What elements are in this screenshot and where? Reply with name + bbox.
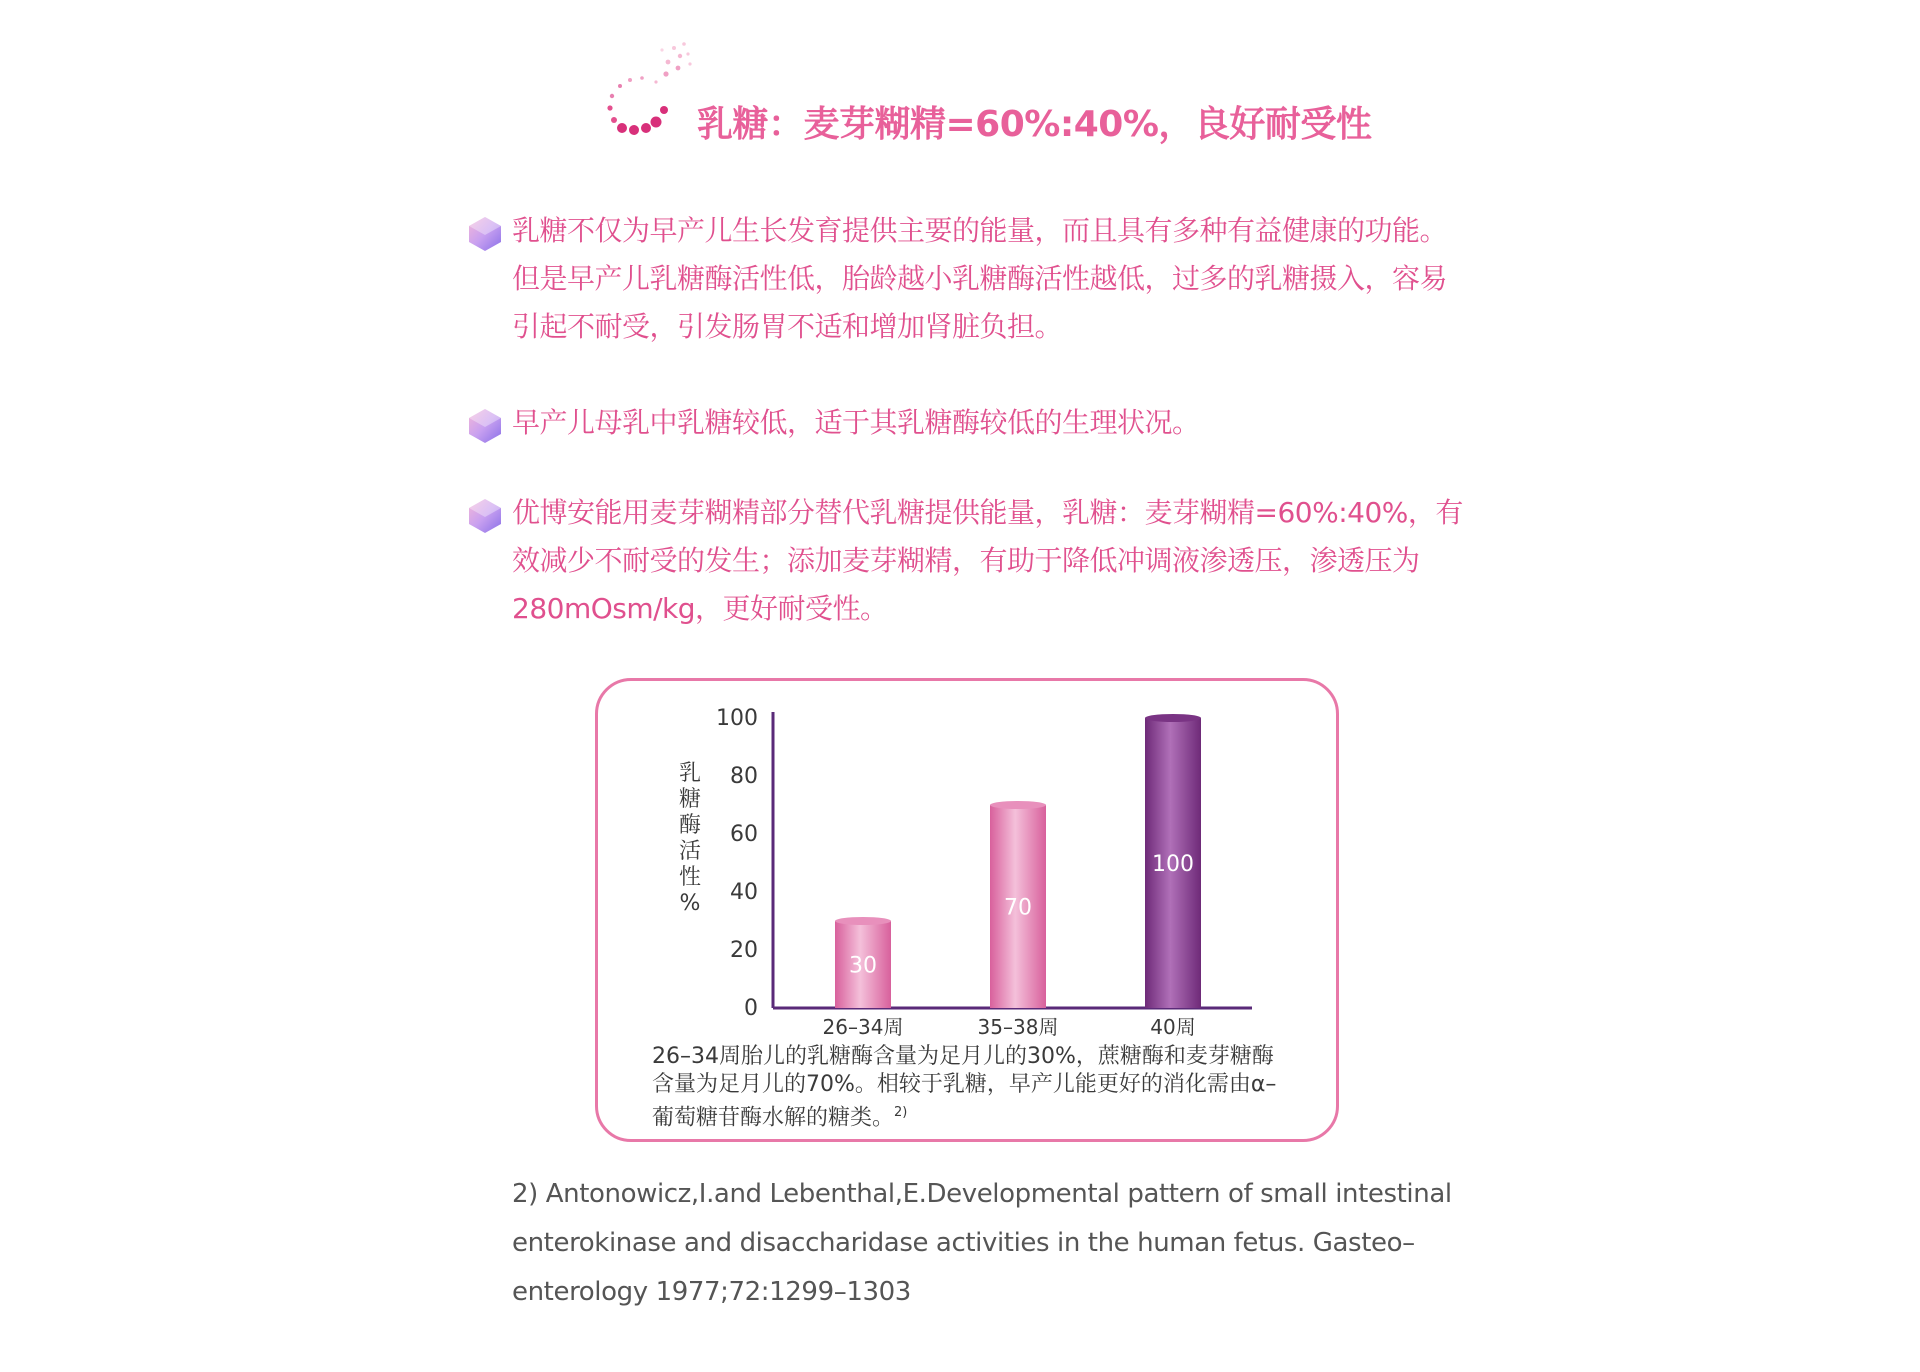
bullet-item-1	[466, 207, 1466, 351]
y-axis-label-char: %	[679, 891, 701, 916]
lactase-activity-chart	[640, 690, 1280, 1040]
x-tick-label: 40周	[1150, 1015, 1196, 1039]
x-tick-label: 35–38周	[977, 1015, 1059, 1039]
bar-cap-1	[835, 917, 891, 925]
gem-icon	[466, 407, 504, 445]
caption-text: 26–34周胎儿的乳糖酶含量为足月儿的30%，蔗糖酶和麦芽糖酶含量为足月儿的70%。相较于乳糖，早产儿能更好的消化需由α–葡萄糖苷酶水解的糖类。	[652, 1044, 1277, 1131]
reference-note: 2) Antonowicz,I.and Lebenthal,E.Developmental pattern of small intestinal enterokinase and disaccharidase activities in the human fetus. Gasteo–enterology 1977;72:1299–1303	[512, 1179, 1452, 1307]
y-tick-label: 40	[730, 880, 758, 905]
gem-icon	[466, 497, 504, 535]
bullet-text-1: 乳糖不仅为早产儿生长发育提供主要的能量，而且具有多种有益健康的功能。但是早产儿乳糖酶活性低，胎龄越小乳糖酶活性越低，过多的乳糖摄入，容易引起不耐受，引发肠胃不适和增加肾脏负担。	[512, 214, 1448, 343]
y-tick-label: 100	[716, 706, 758, 731]
bar-cap-3	[1145, 714, 1201, 722]
y-axis-label-char: 乳	[678, 761, 702, 786]
bullet-text-2: 早产儿母乳中乳糖较低，适于其乳糖酶较低的生理状况。	[512, 406, 1200, 439]
y-axis-label-char: 性	[678, 865, 702, 890]
bar-cap-2	[990, 801, 1046, 809]
y-axis-label-char: 酶	[678, 813, 702, 838]
bullet-item-2	[466, 399, 1466, 447]
gem-icon	[466, 215, 504, 253]
bar-value-label: 70	[1004, 895, 1032, 921]
y-axis-label	[679, 761, 701, 916]
y-tick-label: 80	[730, 764, 758, 789]
caption-footnote-marker: 2)	[894, 1105, 908, 1120]
y-tick-label: 20	[730, 938, 758, 963]
y-tick-label: 60	[730, 822, 758, 847]
bar-value-label: 30	[849, 953, 877, 979]
y-axis-label-char: 活	[678, 839, 702, 864]
bullet-text-3: 优博安能用麦芽糊精部分替代乳糖提供能量，乳糖：麦芽糊精=60%:40%，有效减少不耐受的发生；添加麦芽糊精，有助于降低冲调液渗透压，渗透压为280mOsm/kg，更好耐受性。	[512, 496, 1463, 625]
x-tick-label: 26–34周	[822, 1015, 904, 1039]
bullet-item-3	[466, 489, 1466, 633]
chart-caption	[652, 1043, 1292, 1132]
y-tick-label: 0	[744, 996, 758, 1021]
section-heading: 乳糖：麦芽糊精=60%:40%，良好耐受性	[697, 104, 1372, 145]
dotted-swirl-icon	[600, 38, 710, 138]
bar-value-label: 100	[1152, 852, 1194, 877]
y-axis-label-char: 糖	[678, 787, 702, 812]
